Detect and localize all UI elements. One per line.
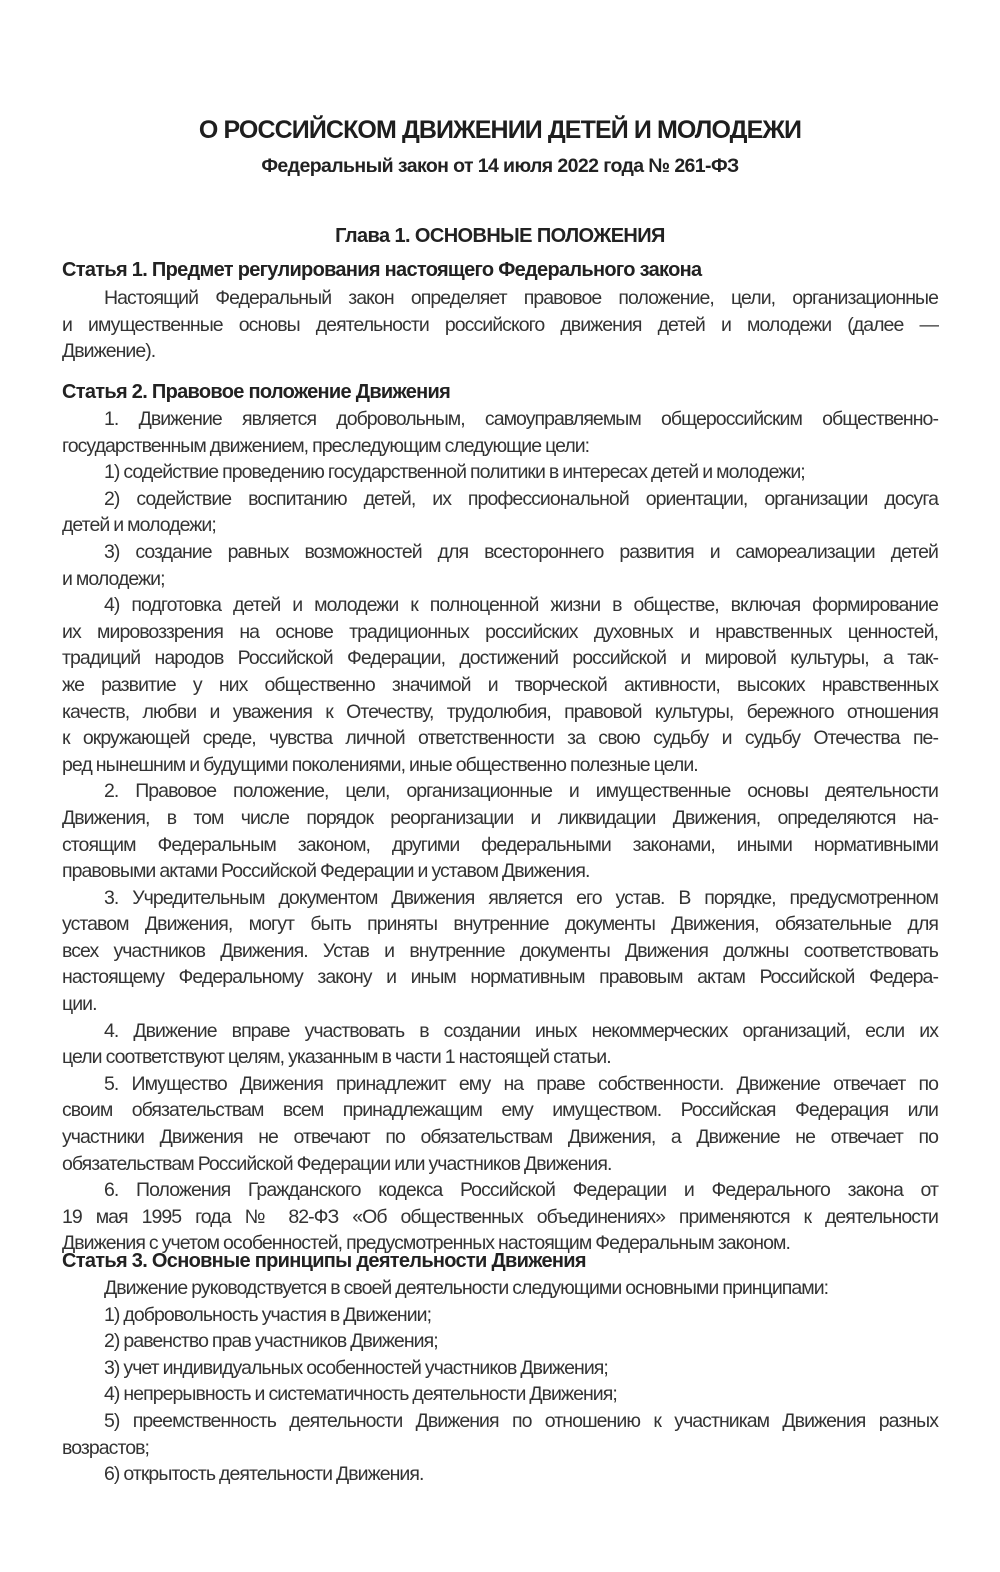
paragraph-line: 19 мая 1995 года № 82-ФЗ «Об общественных объединениях» применяются к деятельности: [62, 1205, 938, 1228]
list-item: 3) учет индивидуальных особенностей участников Движения;: [104, 1356, 608, 1379]
paragraph-line: государственным движением, преследующим следующие цели:: [62, 434, 590, 457]
list-item: 5) преемственность деятельности Движения по отношению к участникам Движения разных: [104, 1409, 938, 1432]
paragraph-line: и молодежи;: [62, 567, 165, 590]
paragraph-line: 5. Имущество Движения принадлежит ему на праве собственности. Движение отвечает по: [104, 1072, 938, 1095]
list-item: 1) содействие проведению государственной политики в интересах детей и молодежи;: [104, 461, 805, 484]
paragraph-line: уставом Движения, могут быть приняты внутренние документы Движения, обязательные для: [62, 913, 938, 936]
paragraph-line: и имущественные основы деятельности российского движения детей и молодежи (далее —: [62, 313, 938, 336]
paragraph-line: участники Движения не отвечают по обязательствам Движения, а Движение не отвечает по: [62, 1126, 938, 1149]
paragraph-line: Движения с учетом особенностей, предусмотренных настоящим Федеральным законом.: [62, 1232, 790, 1255]
list-item: 2) содействие воспитанию детей, их профессиональной ориентации, организации досуга: [104, 487, 938, 510]
paragraph-line: ции.: [62, 993, 97, 1016]
paragraph-line: традиций народов Российской Федерации, достижений российской и мировой культуры, а так-: [62, 647, 938, 670]
paragraph-line: 1. Движение является добровольным, самоуправляемым общероссийским общественно-: [104, 408, 938, 430]
paragraph-line: 3. Учредительным документом Движения является его устав. В порядке, предусмотренном: [104, 886, 938, 909]
paragraph-line: возрастов;: [62, 1436, 149, 1459]
article-2-heading: Статья 2. Правовое положение Движения: [62, 381, 451, 403]
paragraph-line: всех участников Движения. Устав и внутренние документы Движения должны соответствовать: [62, 939, 938, 962]
list-item: 1) добровольность участия в Движении;: [104, 1303, 432, 1326]
list-item: 2) равенство прав участников Движения;: [104, 1330, 438, 1353]
list-item: 4) непрерывность и систематичность деятельности Движения;: [104, 1383, 617, 1406]
paragraph-line: обязательствам Российской Федерации или участников Движения.: [62, 1152, 612, 1175]
paragraph-line: 2. Правовое положение, цели, организационные и имущественные основы деятельности: [104, 780, 938, 803]
paragraph-line: же развитие у них общественно значимой и творческой активности, высоких нравственных: [62, 673, 938, 696]
list-item: 6) открытость деятельности Движения.: [104, 1463, 424, 1486]
paragraph-line: цели соответствуют целям, указанным в части 1 настоящей статьи.: [62, 1046, 611, 1069]
article-3-body: [62, 1275, 938, 1488]
paragraph-line: качеств, любви и уважения к Отечеству, трудолюбия, правовой культуры, бережного отношения: [62, 700, 938, 723]
paragraph-line: Настоящий Федеральный закон определяет правовое положение, цели, организационные: [104, 287, 938, 309]
paragraph-line: правовыми актами Российской Федерации и уставом Движения.: [62, 860, 590, 883]
paragraph-line: детей и молодежи;: [62, 514, 216, 537]
paragraph-line: Движение).: [62, 340, 156, 363]
article-3-heading: Статья 3. Основные принципы деятельности Движения: [62, 1250, 586, 1272]
article-1-heading: Статья 1. Предмет регулирования настоящего Федерального закона: [62, 259, 702, 281]
paragraph-line: 4. Движение вправе участвовать в создании иных некоммерческих организаций, если их: [104, 1019, 938, 1042]
paragraph-line: 6. Положения Гражданского кодекса Российской Федерации и Федерального закона от: [104, 1179, 938, 1202]
paragraph-line: их мировоззрения на основе традиционных российских духовных и нравственных ценностей,: [62, 620, 938, 643]
document-subtitle: Федеральный закон от 14 июля 2022 года № 261-ФЗ: [261, 155, 739, 177]
list-item: 4) подготовка детей и молодежи к полноценной жизни в обществе, включая формирование: [104, 594, 938, 617]
paragraph-line: Движение руководствуется в своей деятельности следующими основными принципами:: [104, 1277, 829, 1299]
paragraph-line: стоящим Федеральным законом, другими федеральными законами, иными нормативными: [62, 833, 938, 856]
paragraph-line: к окружающей среде, чувства личной ответственности за свою судьбу и судьбу Отечества пе-: [62, 727, 938, 750]
list-item: 3) создание равных возможностей для всестороннего развития и самореализации детей: [104, 540, 938, 563]
document-title: О РОССИЙСКОМ ДВИЖЕНИИ ДЕТЕЙ И МОЛОДЕЖИ: [198, 116, 802, 144]
article-1-body: [62, 285, 938, 365]
article-2-body: [62, 406, 938, 1257]
paragraph-line: настоящему Федеральному закону и иным нормативным правовым актам Российской Федера-: [62, 966, 938, 989]
paragraph-line: своим обязательствам всем принадлежащим ему имуществом. Российская Федерация или: [62, 1099, 938, 1122]
chapter-heading: Глава 1. ОСНОВНЫЕ ПОЛОЖЕНИЯ: [335, 225, 665, 247]
paragraph-line: ред нынешним и будущими поколениями, иные общественно полезные цели.: [62, 753, 698, 776]
paragraph-line: Движения, в том числе порядок реорганизации и ликвидации Движения, определяются на-: [62, 806, 938, 829]
